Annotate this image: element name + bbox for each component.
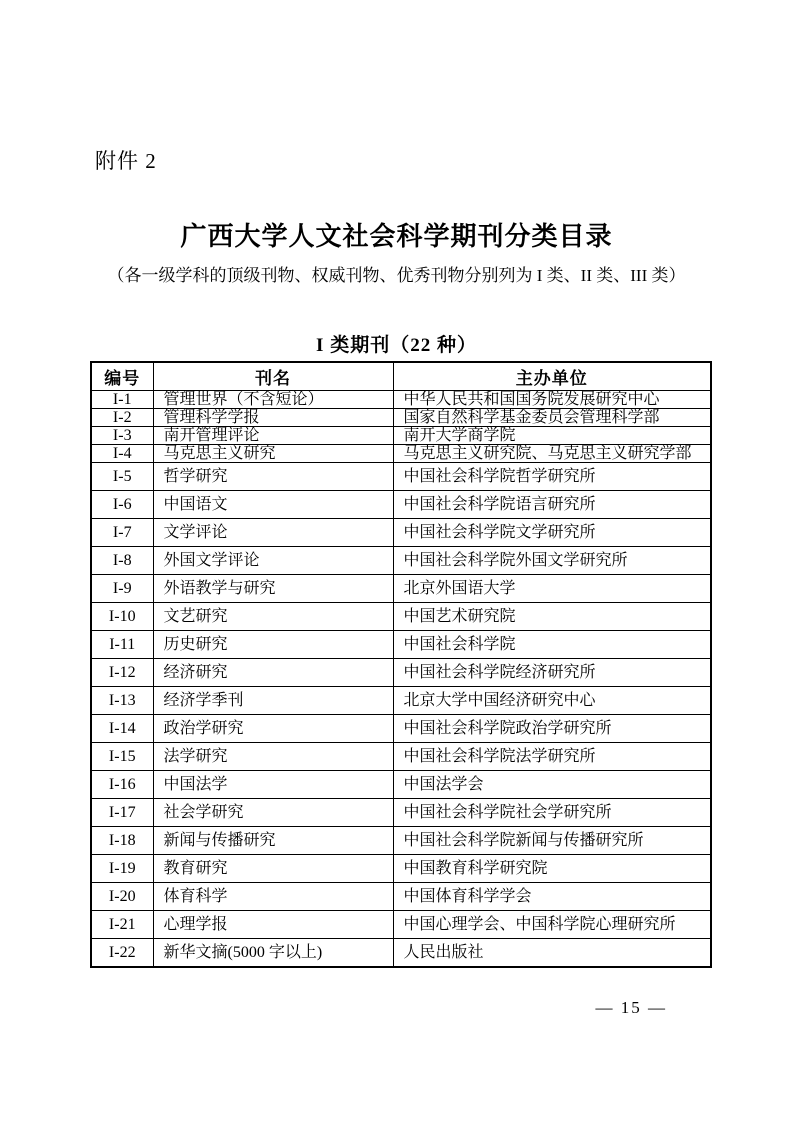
table-row	[91, 427, 711, 445]
cell-number: I-22	[91, 939, 153, 968]
cell-host-organization: 国家自然科学基金委员会管理科学部	[393, 409, 711, 427]
cell-host-organization: 北京外国语大学	[393, 575, 711, 603]
cell-journal-name: 体育科学	[153, 883, 393, 911]
table-row	[91, 911, 711, 939]
cell-host-organization: 中国社会科学院法学研究所	[393, 743, 711, 771]
cell-host-organization: 中国社会科学院新闻与传播研究所	[393, 827, 711, 855]
cell-number: I-11	[91, 631, 153, 659]
cell-journal-name: 社会学研究	[153, 799, 393, 827]
cell-number: I-19	[91, 855, 153, 883]
cell-number: I-20	[91, 883, 153, 911]
header-row	[91, 362, 711, 391]
cell-number: I-13	[91, 687, 153, 715]
cell-number: I-2	[91, 409, 153, 427]
cell-host-organization: 中国体育科学学会	[393, 883, 711, 911]
cell-host-organization: 中国社会科学院语言研究所	[393, 491, 711, 519]
cell-journal-name: 教育研究	[153, 855, 393, 883]
cell-host-organization: 中国法学会	[393, 771, 711, 799]
column-header-number: 编号	[91, 362, 153, 391]
cell-host-organization: 中国社会科学院经济研究所	[393, 659, 711, 687]
cell-number: I-15	[91, 743, 153, 771]
table-row	[91, 939, 711, 968]
attachment-label: 附件 2	[95, 149, 157, 173]
cell-host-organization: 中国社会科学院社会学研究所	[393, 799, 711, 827]
table-row	[91, 799, 711, 827]
cell-host-organization: 人民出版社	[393, 939, 711, 968]
table-row	[91, 409, 711, 427]
journal-table-header	[91, 362, 711, 391]
table-row	[91, 491, 711, 519]
cell-journal-name: 法学研究	[153, 743, 393, 771]
journal-table-body	[91, 391, 711, 968]
cell-host-organization: 中国社会科学院哲学研究所	[393, 463, 711, 491]
table-row	[91, 463, 711, 491]
cell-journal-name: 心理学报	[153, 911, 393, 939]
cell-number: I-4	[91, 445, 153, 463]
table-row	[91, 771, 711, 799]
cell-journal-name: 管理科学学报	[153, 409, 393, 427]
table-row	[91, 391, 711, 409]
cell-host-organization: 马克思主义研究院、马克思主义研究学部	[393, 445, 711, 463]
cell-journal-name: 新闻与传播研究	[153, 827, 393, 855]
cell-journal-name: 中国语文	[153, 491, 393, 519]
cell-host-organization: 中国社会科学院	[393, 631, 711, 659]
cell-journal-name: 文艺研究	[153, 603, 393, 631]
cell-host-organization: 中国社会科学院政治学研究所	[393, 715, 711, 743]
journal-table	[90, 361, 712, 968]
cell-number: I-7	[91, 519, 153, 547]
cell-journal-name: 文学评论	[153, 519, 393, 547]
column-header-journal-name: 刊名	[153, 362, 393, 391]
table-row	[91, 547, 711, 575]
table-row	[91, 743, 711, 771]
section-title: I 类期刊（22 种）	[316, 335, 477, 356]
table-row	[91, 687, 711, 715]
cell-number: I-16	[91, 771, 153, 799]
cell-host-organization: 中国社会科学院外国文学研究所	[393, 547, 711, 575]
page-subtitle: （各一级学科的顶级刊物、权威刊物、优秀刊物分别列为 I 类、II 类、III 类）	[107, 266, 686, 285]
cell-host-organization: 中国艺术研究院	[393, 603, 711, 631]
cell-number: I-6	[91, 491, 153, 519]
column-header-host-organization: 主办单位	[393, 362, 711, 391]
cell-journal-name: 中国法学	[153, 771, 393, 799]
cell-journal-name: 管理世界（不含短论）	[153, 391, 393, 409]
cell-host-organization: 中国教育科学研究院	[393, 855, 711, 883]
cell-number: I-3	[91, 427, 153, 445]
cell-host-organization: 南开大学商学院	[393, 427, 711, 445]
cell-journal-name: 历史研究	[153, 631, 393, 659]
cell-number: I-17	[91, 799, 153, 827]
cell-number: I-12	[91, 659, 153, 687]
table-row	[91, 715, 711, 743]
table-row	[91, 659, 711, 687]
cell-number: I-9	[91, 575, 153, 603]
cell-host-organization: 中华人民共和国国务院发展研究中心	[393, 391, 711, 409]
table-row	[91, 445, 711, 463]
cell-number: I-1	[91, 391, 153, 409]
page-title: 广西大学人文社会科学期刊分类目录	[180, 222, 613, 251]
cell-journal-name: 经济研究	[153, 659, 393, 687]
cell-number: I-10	[91, 603, 153, 631]
cell-host-organization: 北京大学中国经济研究中心	[393, 687, 711, 715]
cell-journal-name: 外语教学与研究	[153, 575, 393, 603]
cell-number: I-18	[91, 827, 153, 855]
table-row	[91, 855, 711, 883]
cell-number: I-21	[91, 911, 153, 939]
cell-journal-name: 经济学季刊	[153, 687, 393, 715]
table-row	[91, 603, 711, 631]
cell-journal-name: 哲学研究	[153, 463, 393, 491]
table-row	[91, 883, 711, 911]
table-row	[91, 827, 711, 855]
cell-journal-name: 政治学研究	[153, 715, 393, 743]
cell-host-organization: 中国心理学会、中国科学院心理研究所	[393, 911, 711, 939]
cell-journal-name: 南开管理评论	[153, 427, 393, 445]
cell-host-organization: 中国社会科学院文学研究所	[393, 519, 711, 547]
table-row	[91, 575, 711, 603]
table-row	[91, 631, 711, 659]
cell-number: I-14	[91, 715, 153, 743]
cell-number: I-8	[91, 547, 153, 575]
cell-journal-name: 马克思主义研究	[153, 445, 393, 463]
cell-journal-name: 外国文学评论	[153, 547, 393, 575]
cell-number: I-5	[91, 463, 153, 491]
table-row	[91, 519, 711, 547]
page-number: — 15 —	[595, 998, 667, 1017]
cell-journal-name: 新华文摘(5000 字以上)	[153, 939, 393, 968]
